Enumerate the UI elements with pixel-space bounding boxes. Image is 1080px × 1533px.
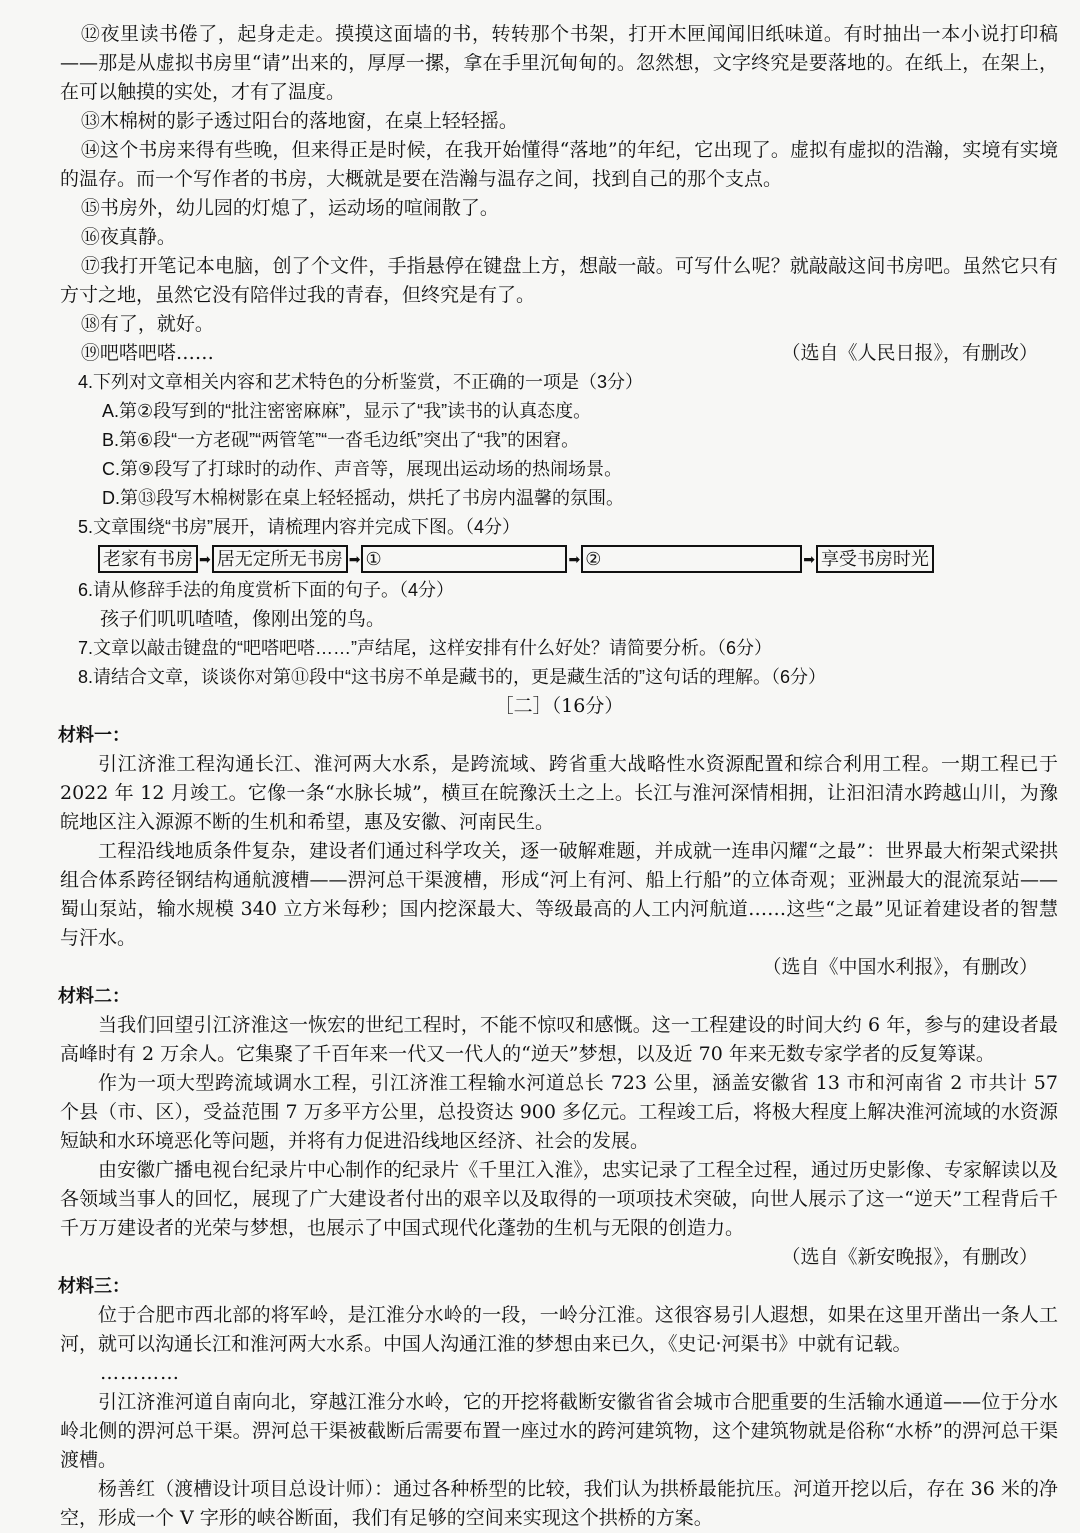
material-3-label: 材料三： [58,1276,130,1297]
material-2-paragraph-1: 当我们回望引江济淮这一恢宏的世纪工程时，不能不惊叹和感慨。这一工程建设的时间大约 6 年，参与的建设者最高峰时有 2 万余人。它集聚了千百年来一代又一代人的“逆天”梦想，以及近 70 年来无数专家学者的反复筹谋。 [60,1014,1058,1065]
paragraph-13: ⑬木棉树的影子透过阳台的落地窗，在桌上轻轻摇。 [80,110,518,132]
flow-blank-2[interactable]: ② [581,545,802,573]
section-2-heading: ［二］（16分） [494,695,624,717]
question-4-option-c: C.第⑨段写了打球时的动作、声音等，展现出运动场的热闹场景。 [102,459,623,479]
arrow-right-icon: ➡ [568,550,581,567]
flow-blank-1[interactable]: ① [361,545,567,573]
question-4-option-a: A.第②段写到的“批注密密麻麻”，显示了“我”读书的认真态度。 [102,401,592,421]
paragraph-19 [60,339,1058,368]
paragraph-16: ⑯夜真静。 [80,226,176,248]
paragraph-12: ⑫夜里读书倦了，起身走走。摸摸这面墙的书，转转那个书架，打开木匣闻闻旧纸味道。有时抽出一本小说打印稿——那是从虚拟书房里“请”出来的，厚厚一摞，拿在手里沉甸甸的。忽然想，文字终究是要落地的。在纸上，在架上，在可以触摸的实处，才有了温度。 [60,23,1058,103]
arrow-right-icon: ➡ [199,550,211,567]
material-1-paragraph-2: 工程沿线地质条件复杂，建设者们通过科学攻关，逐一破解难题，并成就一连串闪耀“之最”：世界最大桁架式梁拱组合体系跨径钢结构通航渡槽——淠河总干渠渡槽，形成“河上有河、船上行船”的立体奇观；亚洲最大的混流泵站——蜀山泵站，输水规模 340 立方米每秒；国内挖深最大、等级最高的人工内河航道……这些“之最”见证着建设者的智慧与汗水。 [60,840,1058,949]
flow-step-2: 居无定所无书房 [212,545,348,573]
question-4: 4.下列对文章相关内容和艺术特色的分析鉴赏，不正确的一项是（3分） [78,372,644,392]
question-8: 8.请结合文章，谈谈你对第⑪段中“这书房不单是藏书的，更是藏生活的”这句话的理解。（6分） [78,667,827,687]
story-source: （选自《人民日报》，有删改） [781,342,1038,364]
material-1-paragraph-1: 引江济淮工程沟通长江、淮河两大水系，是跨流域、跨省重大战略性水资源配置和综合利用工程。一期工程已于 2022 年 12 月竣工。它像一条“水脉长城”，横亘在皖豫沃土之上。长江与淮河深情相拥，让汩汩清水跨越山川，为豫皖地区注入源源不断的生机和希望，惠及安徽、河南民生。 [60,753,1058,833]
ellipsis-separator: ………… [100,1362,180,1384]
material-1-label: 材料一： [58,725,130,746]
paragraph-14: ⑭这个书房来得有些晚，但来得正是时候，在我开始懂得“落地”的年纪，它出现了。虚拟有虚拟的浩瀚，实境有实境的温存。而一个写作者的书房，大概就是要在浩瀚与温存之间，找到自己的那个支点。 [60,139,1058,190]
arrow-right-icon: ➡ [803,550,815,567]
question-6-sentence: 孩子们叽叽喳喳，像刚出笼的鸟。 [100,608,386,630]
question-5-flowchart [98,544,1058,574]
question-4-option-d: D.第⑬段写木棉树影在桌上轻轻摇动，烘托了书房内温馨的氛围。 [102,488,624,508]
flow-step-5: 享受书房时光 [816,545,934,573]
material-3-paragraph-1: 位于合肥市西北部的将军岭，是江淮分水岭的一段，一岭分江淮。这很容易引人遐想，如果在这里开凿出一条人工河，就可以沟通长江和淮河两大水系。中国人沟通江淮的梦想由来已久，《史记·河渠书》中就有记载。 [60,1304,1058,1355]
arrow-right-icon: ➡ [348,550,361,567]
material-1-source: （选自《中国水利报》，有删改） [762,956,1038,978]
material-2-paragraph-2: 作为一项大型跨流域调水工程，引江济淮工程输水河道总长 723 公里，涵盖安徽省 13 市和河南省 2 市共计 57 个县（市、区），受益范围 7 万多平方公里，总投资达 900 多亿元。工程竣工后，将极大程度上解决淮河流域的水资源短缺和水环境恶化等问题，并将有力促进沿线地区经济、社会的发展。 [60,1072,1058,1152]
paragraph-15: ⑮书房外，幼儿园的灯熄了，运动场的喧闹散了。 [80,197,499,219]
paragraph-17: ⑰我打开笔记本电脑，创了个文件，手指悬停在键盘上方，想敲一敲。可写什么呢？就敲敲这间书房吧。虽然它只有方寸之地，虽然它没有陪伴过我的青春，但终究是有了。 [60,255,1058,306]
paragraph-18: ⑱有了，就好。 [80,313,214,335]
question-7: 7.文章以敲击键盘的“吧嗒吧嗒……”声结尾，这样安排有什么好处？请简要分析。（6分） [78,638,773,658]
material-3-paragraph-2: 引江济淮河道自南向北，穿越江淮分水岭，它的开挖将截断安徽省省会城市合肥重要的生活输水通道——位于分水岭北侧的淠河总干渠。淠河总干渠被截断后需要布置一座过水的跨河建筑物，这个建筑物就是俗称“水桥”的淠河总干渠渡槽。 [60,1391,1058,1471]
question-4-option-b: B.第⑥段“一方老砚”“两管笔”“一沓毛边纸”突出了“我”的困窘。 [102,430,580,450]
flow-step-1: 老家有书房 [98,545,198,573]
question-5: 5.文章围绕“书房”展开，请梳理内容并完成下图。（4分） [78,517,521,537]
material-2-label: 材料二： [58,986,130,1007]
question-6: 6.请从修辞手法的角度赏析下面的句子。（4分） [78,580,455,600]
material-2-source: （选自《新安晚报》，有删改） [781,1246,1038,1268]
paragraph-19-text: ⑲吧嗒吧嗒…… [80,342,214,364]
material-2-paragraph-3: 由安徽广播电视台纪录片中心制作的纪录片《千里江入淮》，忠实记录了工程全过程，通过历史影像、专家解读以及各领域当事人的回忆，展现了广大建设者付出的艰辛以及取得的一项项技术突破，向世人展示了这一“逆天”工程背后千千万万建设者的光荣与梦想，也展示了中国式现代化蓬勃的生机与无限的创造力。 [60,1159,1058,1239]
material-3-paragraph-3: 杨善红（渡槽设计项目总设计师）：通过各种桥型的比较，我们认为拱桥最能抗压。河道开挖以后，存在 36 米的净空，形成一个 V 字形的峡谷断面，我们有足够的空间来实现这个拱桥的方案。 [60,1478,1058,1529]
